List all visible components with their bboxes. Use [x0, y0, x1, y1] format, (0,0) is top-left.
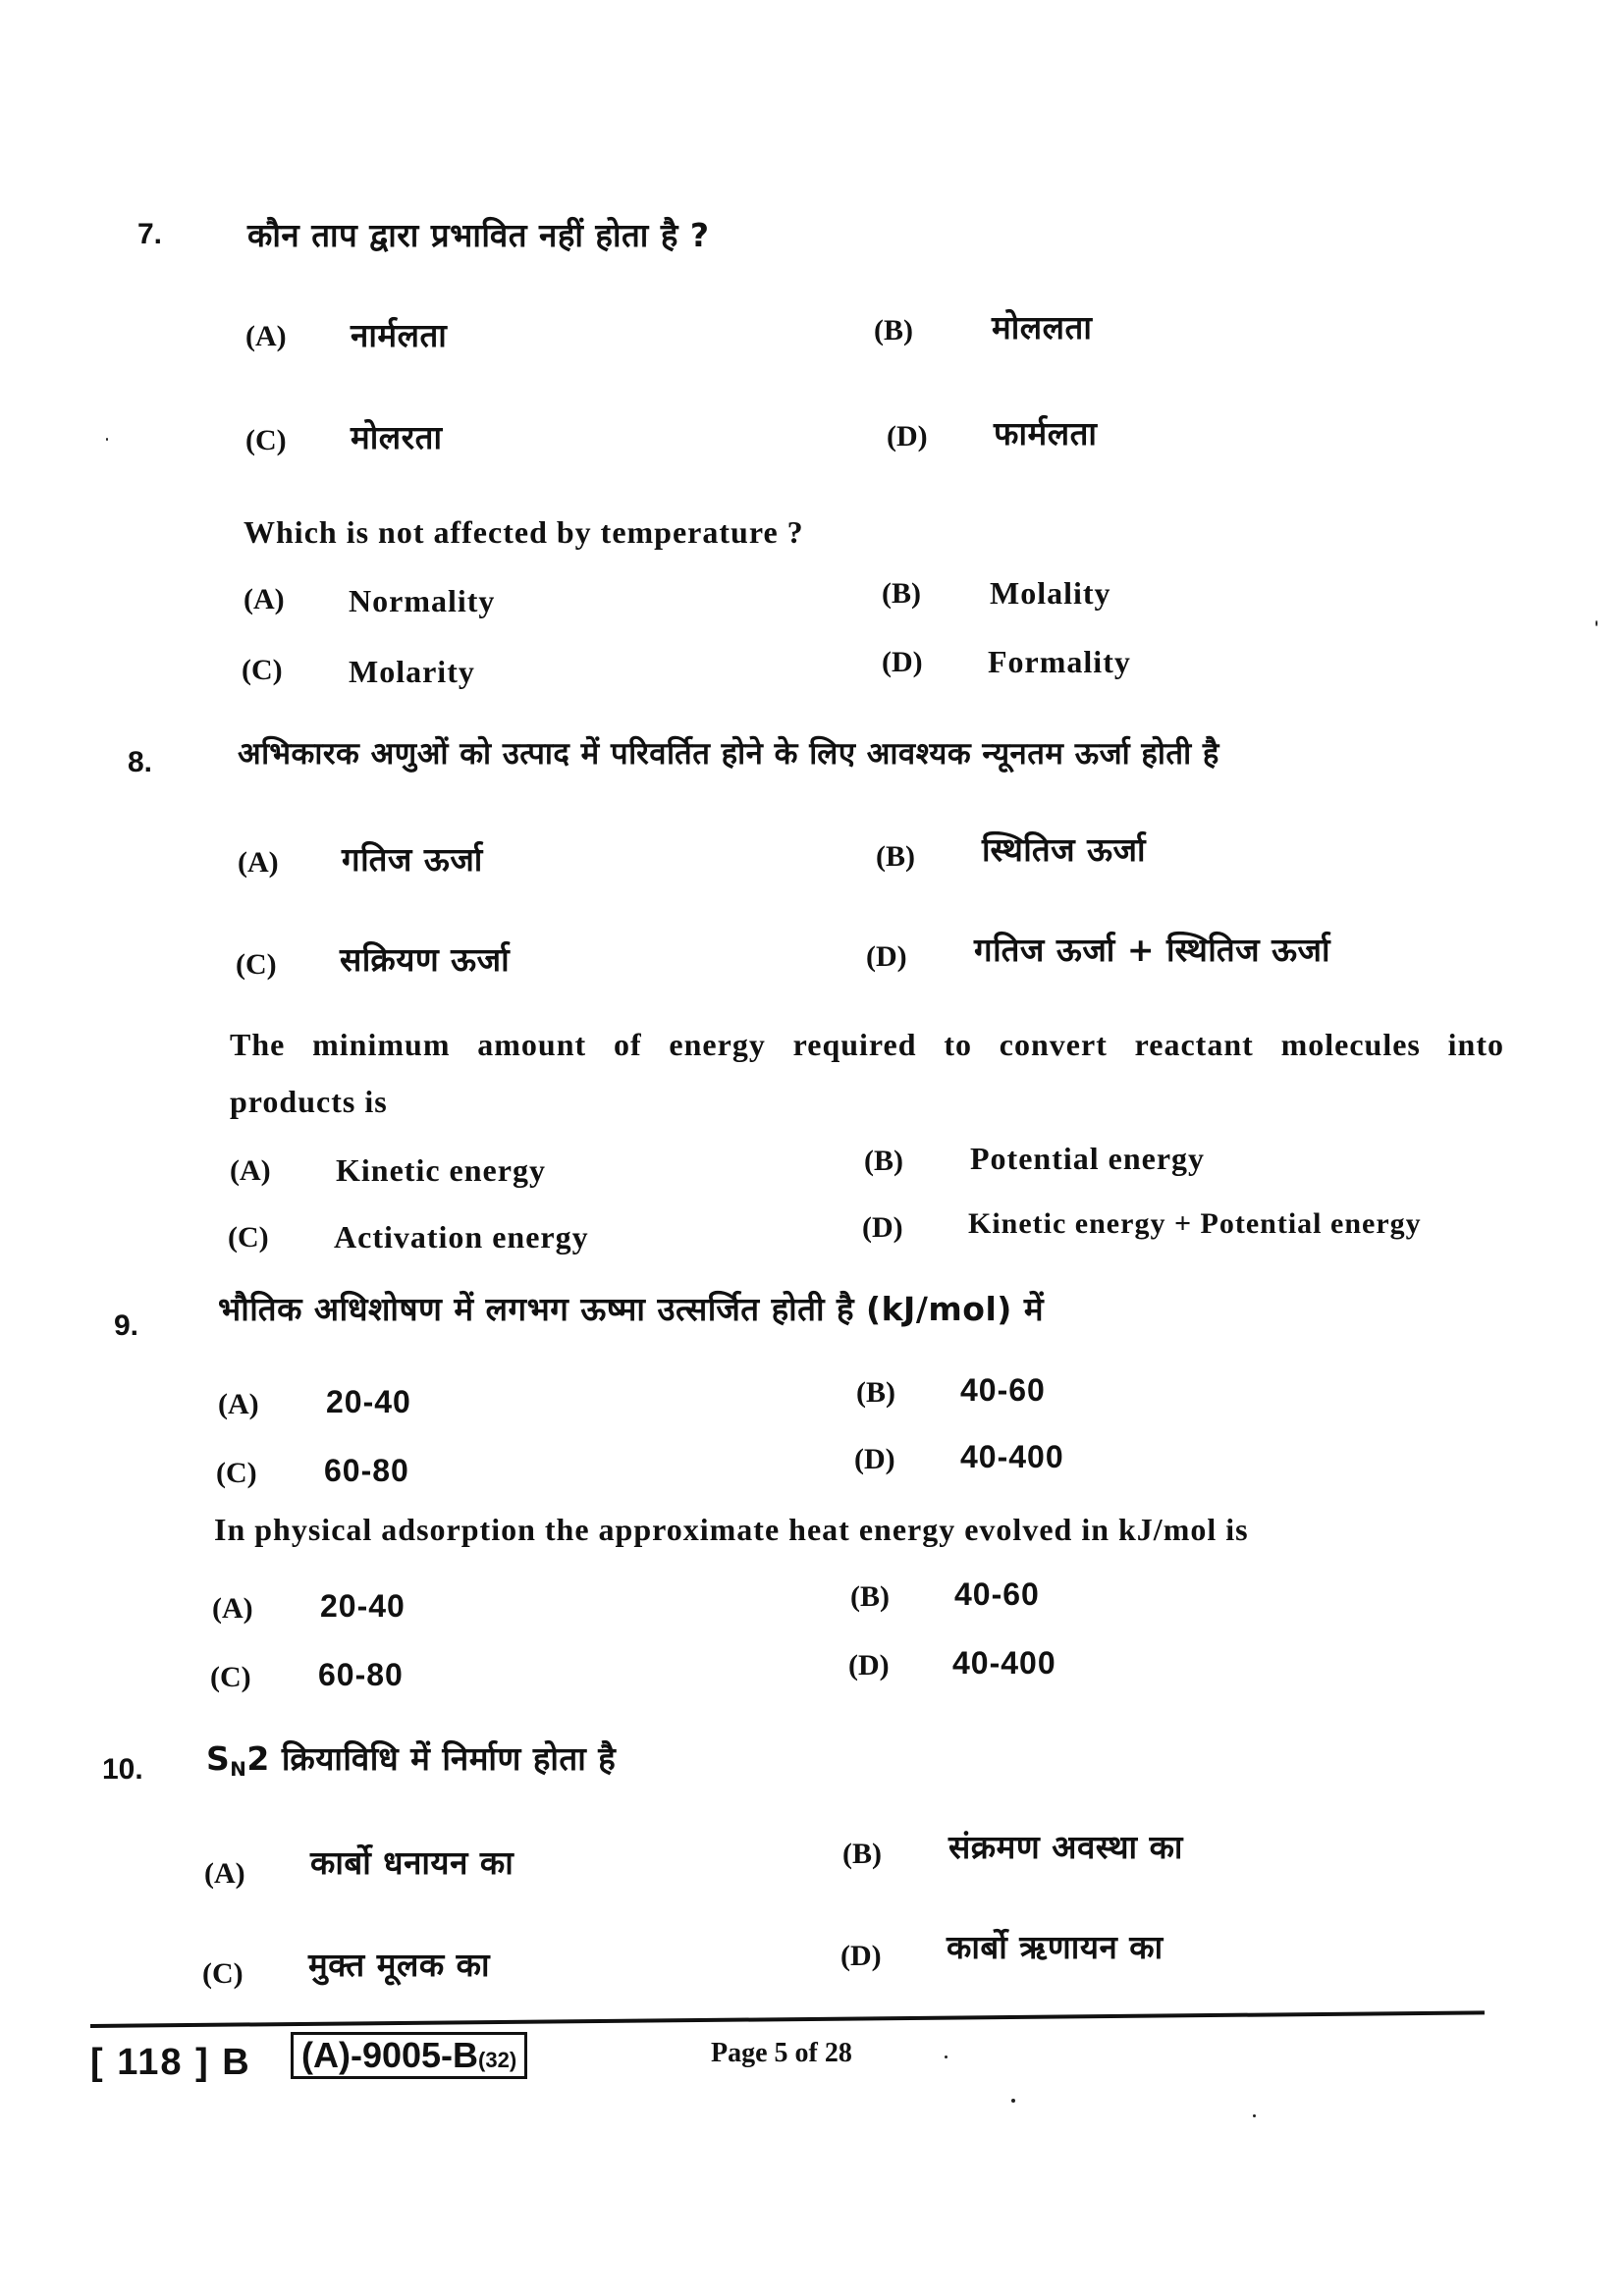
scan-speck	[945, 2056, 947, 2058]
question-text-hindi: भौतिक अधिशोषण में लगभग ऊष्मा उत्सर्जित होती है (kJ/mol) में	[218, 1290, 1045, 1328]
option-text: Molarity	[349, 654, 475, 689]
option-label: (C)	[210, 1661, 251, 1693]
option-label: (A)	[204, 1857, 245, 1890]
option-text: सक्रियण ऊर्जा	[340, 940, 511, 979]
option-label: (C)	[216, 1457, 257, 1489]
option-text: कार्बो धनायन का	[310, 1843, 514, 1882]
option-text: 60-80	[318, 1657, 404, 1692]
option-text: स्थितिज ऊर्जा	[982, 830, 1147, 869]
question-number: 7.	[137, 218, 163, 250]
question-number: 10.	[102, 1753, 143, 1786]
option-label: (B)	[874, 314, 913, 347]
option-label: (C)	[242, 654, 283, 686]
option-label: (A)	[238, 846, 279, 879]
scan-speck	[1011, 2099, 1015, 2103]
option-text: 40-400	[960, 1439, 1064, 1474]
option-label: (A)	[230, 1154, 271, 1187]
option-text: मोललता	[992, 308, 1093, 347]
option-text: Kinetic energy	[336, 1152, 546, 1188]
option-label: (C)	[202, 1957, 244, 1990]
option-label: (C)	[236, 948, 277, 981]
option-text: कार्बो ऋणायन का	[947, 1928, 1164, 1966]
option-label: (B)	[882, 577, 921, 610]
sn2-symbol: $S_N2$	[206, 1739, 270, 1781]
option-text: Formality	[988, 644, 1131, 679]
option-label: (C)	[245, 424, 287, 456]
option-text: Normality	[349, 583, 496, 618]
option-label: (A)	[218, 1388, 259, 1420]
option-label: (D)	[862, 1211, 903, 1244]
option-text: 60-80	[324, 1453, 409, 1488]
option-text: Potential energy	[970, 1141, 1206, 1176]
question-number: 8.	[128, 746, 153, 778]
option-label: (A)	[244, 583, 285, 615]
option-text: Activation energy	[334, 1219, 589, 1255]
option-text: 40-400	[952, 1645, 1056, 1681]
option-text: 40-60	[960, 1372, 1046, 1408]
option-text: 20-40	[320, 1588, 406, 1624]
paper-code-box: (A)-9005-B(32)	[291, 2032, 527, 2079]
option-text: मोलरता	[351, 418, 443, 456]
option-text: गतिज ऊर्जा + स्थितिज ऊर्जा	[974, 931, 1331, 969]
option-text: नार्मलता	[351, 316, 448, 354]
option-text: 40-60	[954, 1576, 1040, 1612]
option-label: (D)	[854, 1443, 895, 1475]
option-text: संक्रमण अवस्था का	[948, 1828, 1183, 1866]
option-label: (B)	[876, 840, 915, 873]
option-text: फार्मलता	[994, 414, 1098, 453]
option-label: (D)	[882, 646, 923, 678]
option-text: गतिज ऊर्जा	[342, 840, 483, 879]
scan-speck	[1253, 2114, 1256, 2117]
question-text-english: In physical adsorption the approximate heat energy evolved in kJ/mol is	[214, 1512, 1249, 1547]
question-number: 9.	[114, 1309, 139, 1342]
option-label: (B)	[864, 1145, 903, 1177]
series-code: [ 118 ] B	[90, 2042, 251, 2083]
option-label: (A)	[245, 320, 287, 352]
footer-divider	[90, 2010, 1485, 2028]
option-label: (D)	[866, 940, 907, 973]
question-text-english-continued: products is	[230, 1084, 388, 1119]
question-text-hindi: कौन ताप द्वारा प्रभावित नहीं होता है ?	[247, 216, 710, 254]
option-label: (B)	[856, 1376, 895, 1409]
option-text: मुक्त मूलक का	[308, 1946, 491, 1984]
question-text-english: The minimum amount of energy required to convert reactant molecules into	[230, 1027, 1504, 1062]
page-number: Page 5 of 28	[711, 2038, 852, 2068]
option-label: (C)	[228, 1221, 269, 1254]
option-text: Molality	[990, 575, 1111, 611]
option-label: (B)	[842, 1838, 882, 1870]
question-text-english: Which is not affected by temperature ?	[244, 514, 804, 550]
option-label: (A)	[212, 1592, 253, 1625]
option-label: (D)	[887, 420, 928, 453]
scan-speck	[1596, 620, 1597, 626]
option-text: Kinetic energy + Potential energy	[968, 1207, 1422, 1240]
option-label: (D)	[848, 1649, 890, 1682]
question-text-hindi: अभिकारक अणुओं को उत्पाद में परिवर्तित होने के लिए आवश्यक न्यूनतम ऊर्जा होती है	[238, 736, 1219, 772]
question-text-hindi: $S_N2$ क्रियाविधि में निर्माण होता है	[206, 1739, 617, 1781]
scan-speck	[106, 438, 108, 441]
option-label: (D)	[840, 1940, 882, 1972]
option-label: (B)	[850, 1580, 890, 1613]
option-text: 20-40	[326, 1384, 411, 1419]
